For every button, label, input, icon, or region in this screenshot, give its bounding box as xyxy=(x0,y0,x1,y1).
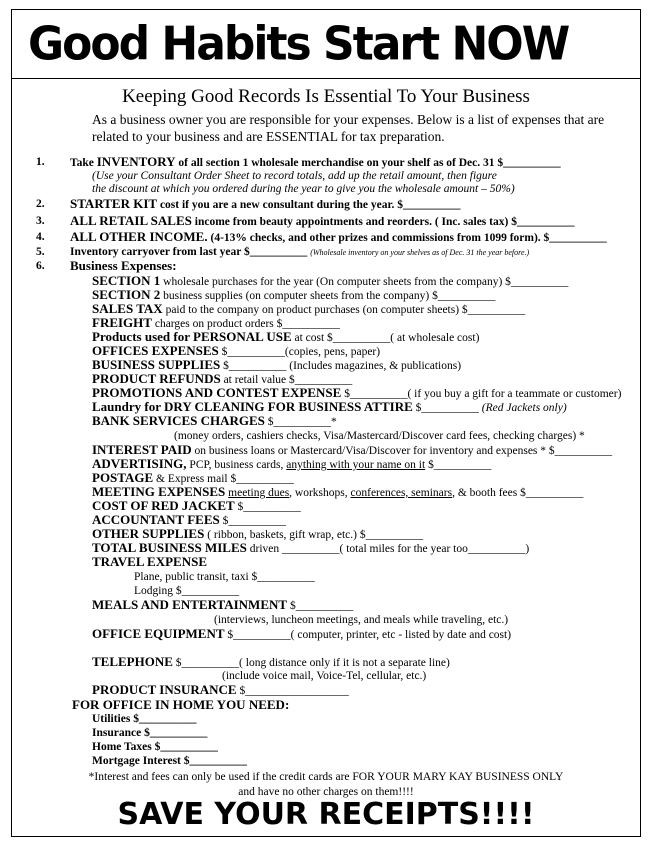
item-keyword: STARTER KIT xyxy=(70,196,158,211)
item-number: 6. xyxy=(36,260,45,272)
item-text: (4-13% checks, and other prizes and commissions from 1099 form). $__________ xyxy=(207,232,607,244)
expense-label: TELEPHONE xyxy=(92,654,173,669)
expense-text: $__________ xyxy=(287,600,354,612)
item-number: 4. xyxy=(36,231,45,243)
headline: Good Habits Start NOW xyxy=(28,17,569,72)
home-taxes: Home Taxes $__________ xyxy=(92,741,218,753)
item-text: Take xyxy=(70,157,97,169)
expense-text: $__________(copies, pens, paper) xyxy=(218,346,381,358)
item-heading: Business Expenses: xyxy=(70,258,177,273)
expense-label: POSTAGE xyxy=(92,470,154,485)
item-text: of all section 1 wholesale merchandise on your shelf as of Dec. 31 $__________ xyxy=(175,157,561,169)
home-insurance: Insurance $__________ xyxy=(92,727,208,739)
expense-text: ( ribbon, baskets, gift wrap, etc.) $__________ xyxy=(204,529,424,541)
expense-text: driven __________( total miles for the year too__________) xyxy=(246,543,530,555)
expense-label: MEALS AND ENTERTAINMENT xyxy=(92,597,288,612)
expense-text: $__________ xyxy=(425,459,492,471)
item-note: (Wholesale inventory on your shelves as of Dec. 31 the year before.) xyxy=(310,248,530,257)
expense-label: FREIGHT xyxy=(92,315,152,330)
expense-text: $__________ xyxy=(234,501,301,513)
expense-text: PCP, business cards, xyxy=(186,459,287,471)
expense-travel-lodging: Lodging $__________ xyxy=(134,585,240,597)
expense-label: COST OF RED JACKET xyxy=(92,498,235,513)
footnote-line: and have no other charges on them!!!! xyxy=(238,786,414,798)
expense-label: ADVERTISING, xyxy=(92,456,187,471)
expense-text: business supplies (on computer sheets from the company) $__________ xyxy=(160,290,496,302)
item-keyword: ALL RETAIL SALES xyxy=(70,213,192,228)
expense-text: charges on product orders $__________ xyxy=(151,318,340,330)
expense-product-insurance xyxy=(92,683,349,698)
expense-text: $__________ (Includes magazines, & publications) xyxy=(220,360,462,372)
expense-telephone xyxy=(92,655,450,670)
expense-label: ACCOUNTANT FEES xyxy=(92,512,220,527)
expense-text: anything with your name on it xyxy=(286,459,426,471)
expense-text: wholesale purchases for the year (On computer sheets from the company) $__________ xyxy=(160,276,569,288)
footnote-line: *Interest and fees can only be used if the credit cards are FOR YOUR MARY KAY BUSINESS ONLY xyxy=(88,771,564,783)
expense-label: SECTION 1 xyxy=(92,273,161,288)
expense-text: paid to the company on product purchases (on computer sheets) $__________ xyxy=(162,304,526,316)
expense-label: OFFICES EXPENSES xyxy=(92,343,219,358)
item-note: (Use your Consultant Order Sheet to record totals, add up the retail amount, then figure xyxy=(92,170,497,182)
item-note: the discount at which you ordered during the year to give you the wholesale amount – 50%) xyxy=(92,183,515,195)
divider-line xyxy=(12,78,640,79)
item-keyword: ALL OTHER INCOME. xyxy=(70,229,208,244)
expense-text: $__________( if you buy a gift for a teammate or customer) xyxy=(341,388,622,400)
expense-meals xyxy=(92,598,353,613)
item-number: 5. xyxy=(36,246,45,258)
intro-paragraph: As a business owner you are responsible for your expenses. Below is a list of expenses that are related to your business and are ESSENTIAL for tax preparation. xyxy=(92,112,605,144)
expense-text: $__________________ xyxy=(236,685,349,697)
expense-label: SALES TAX xyxy=(92,301,163,316)
expense-label: PRODUCT INSURANCE xyxy=(92,682,237,697)
expense-text: conferences, seminars xyxy=(350,487,453,499)
footnote xyxy=(12,770,640,800)
expense-label: PROMOTIONS AND CONTEST EXPENSE xyxy=(92,385,342,400)
expense-text: $__________ xyxy=(412,402,482,414)
item-keyword: INVENTORY xyxy=(96,154,176,169)
expense-section-1 xyxy=(92,274,568,289)
expense-label: OTHER SUPPLIES xyxy=(92,526,205,541)
expense-label: PRODUCT REFUNDS xyxy=(92,371,221,386)
expense-text: $__________( long distance only if it is not a separate line) xyxy=(172,657,450,669)
item-number: 3. xyxy=(36,215,45,227)
expense-text: , & booth fees $__________ xyxy=(452,487,584,499)
home-mortgage-interest: Mortgage Interest $__________ xyxy=(92,755,248,767)
bottom-banner: SAVE YOUR RECEIPTS!!!! xyxy=(117,797,535,832)
expense-bank-services xyxy=(92,414,337,429)
expense-text: at cost $__________( at wholesale cost) xyxy=(291,332,480,344)
item-text: Inventory carryover from last year $__________ xyxy=(70,246,308,258)
document-page xyxy=(11,9,641,837)
expense-office-equipment xyxy=(92,627,511,642)
expense-travel xyxy=(92,555,207,570)
expense-label: TOTAL BUSINESS MILES xyxy=(92,540,247,555)
expense-text: $__________( computer, printer, etc - listed by date and cost) xyxy=(224,629,512,641)
expense-note: (include voice mail, Voice-Tel, cellular, etc.) xyxy=(222,670,427,682)
expense-label: SECTION 2 xyxy=(92,287,161,302)
expense-text: , workshops, xyxy=(289,487,351,499)
item-text: cost if you are a new consultant during the year. $__________ xyxy=(157,199,461,211)
home-office-heading: FOR OFFICE IN HOME YOU NEED: xyxy=(72,697,290,712)
subtitle: Keeping Good Records Is Essential To Your Business xyxy=(122,86,530,107)
expense-label: TRAVEL EXPENSE xyxy=(92,554,207,569)
expense-label: MEETING EXPENSES xyxy=(92,484,226,499)
item-number: 1. xyxy=(36,156,45,168)
expense-label: OFFICE EQUIPMENT xyxy=(92,626,225,641)
expense-text: $__________* xyxy=(264,416,337,428)
expense-label: Products used for PERSONAL USE xyxy=(92,329,292,344)
expense-travel-plane: Plane, public transit, taxi $__________ xyxy=(134,571,315,583)
item-number: 2. xyxy=(36,198,45,210)
home-utilities: Utilities $__________ xyxy=(92,713,197,725)
expense-label: BANK SERVICES CHARGES xyxy=(92,413,265,428)
expense-text: & Express mail $__________ xyxy=(153,473,294,485)
expense-text: $__________ xyxy=(219,515,286,527)
expense-sales-tax xyxy=(92,302,525,317)
expense-text: at retail value $__________ xyxy=(220,374,353,386)
expense-text: meeting dues xyxy=(228,487,290,499)
expense-note: (interviews, luncheon meetings, and meals while traveling, etc.) xyxy=(214,614,509,626)
expense-label: INTEREST PAID xyxy=(92,442,192,457)
item-text: income from beauty appointments and reorders. ( Inc. sales tax) $__________ xyxy=(191,216,575,228)
expense-label: Laundry for DRY CLEANING FOR BUSINESS ATTIRE xyxy=(92,399,413,414)
expense-note: (money orders, cashiers checks, Visa/Mastercard/Discover card fees, checking charges) * xyxy=(174,430,585,442)
expense-text: on business loans or Mastercard/Visa/Discover for inventory and expenses * $__________ xyxy=(191,445,613,457)
expense-note: (Red Jackets only) xyxy=(481,402,567,414)
expense-label: BUSINESS SUPPLIES xyxy=(92,357,221,372)
